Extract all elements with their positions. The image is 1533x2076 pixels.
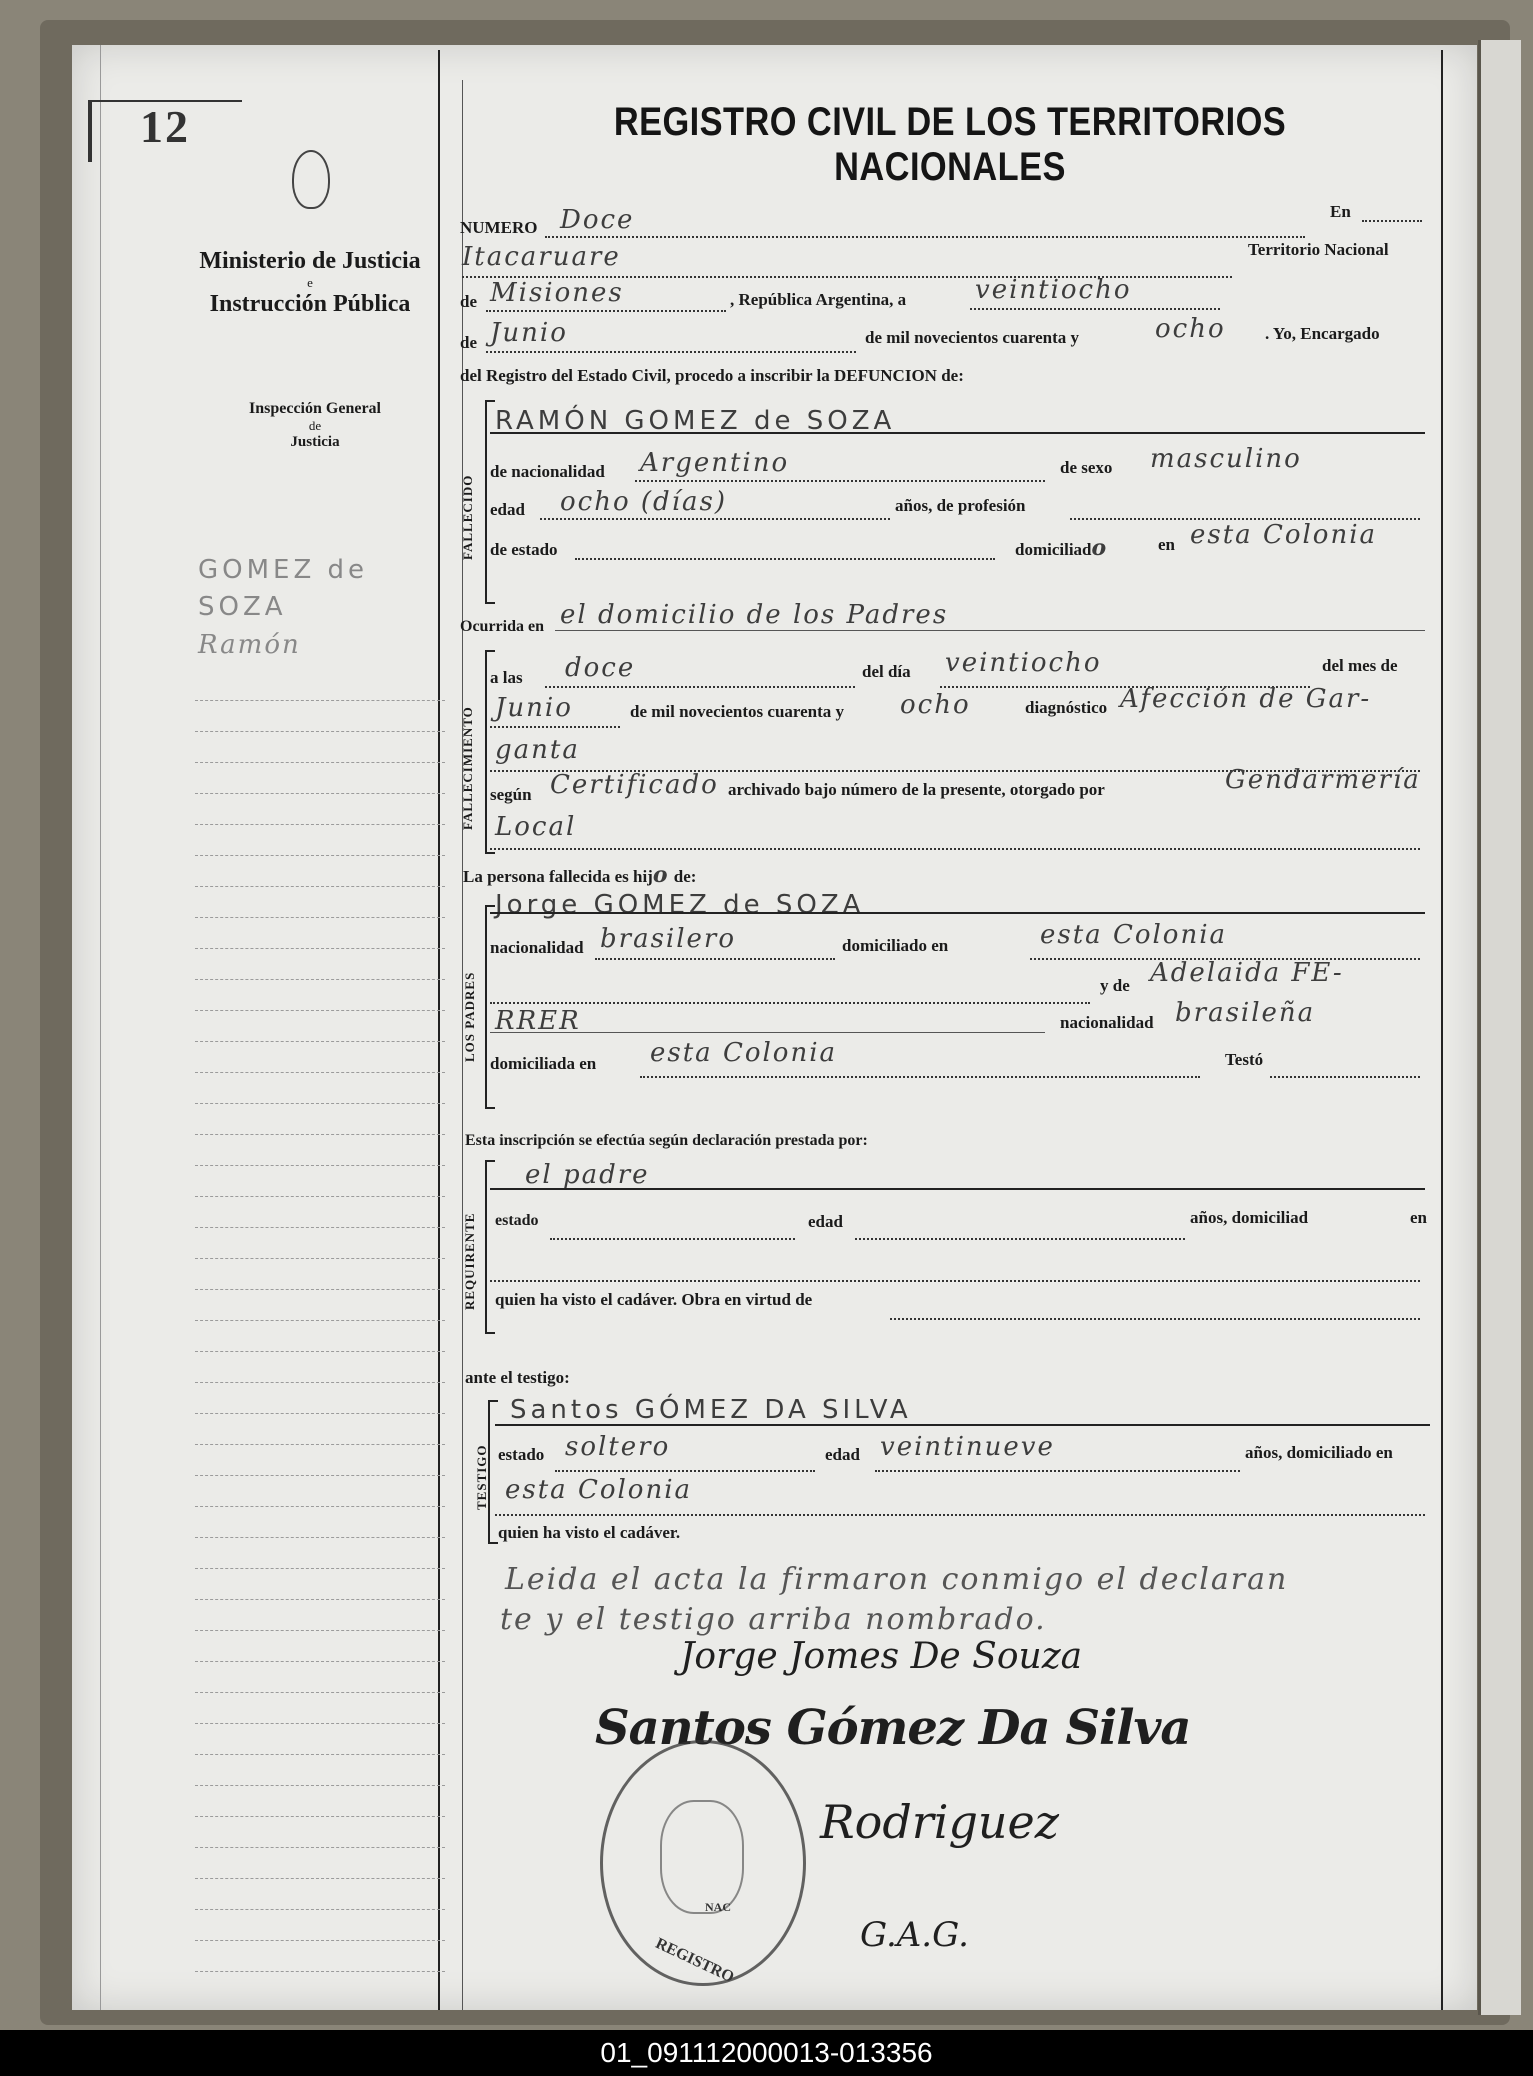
signature-witness: Santos Gómez Da Silva	[595, 1700, 1191, 1756]
fallecido-anos-label: años, de profesión	[895, 496, 1026, 515]
margin-ruled-line	[195, 1692, 445, 1693]
padre-nac-label: nacionalidad	[490, 938, 584, 957]
margin-ruled-line	[195, 1227, 445, 1228]
inspection-line1: Inspección General	[249, 400, 381, 417]
testigo-estado-label: estado	[498, 1445, 545, 1464]
signature-official: Rodriguez	[820, 1795, 1060, 1849]
testigo-edad-dots	[875, 1452, 1240, 1472]
inspection-block	[220, 400, 410, 451]
fallecido-name: RAMÓN GOMEZ de SOZA	[495, 406, 896, 436]
next-page-edge	[1478, 40, 1521, 2015]
fallecido-nac-value: Argentino	[640, 448, 790, 478]
requirente-edad-dots	[855, 1220, 1185, 1240]
margin-ruled-line	[195, 1599, 445, 1600]
requirente-edad-label: edad	[808, 1212, 843, 1231]
margin-note-line2: SOZA	[198, 592, 287, 622]
fallecimiento-year-value: ocho	[900, 690, 971, 720]
year-value: ocho	[1155, 314, 1226, 344]
ocurrida-value: el domicilio de los Padres	[560, 600, 949, 630]
page-right-rule	[1441, 50, 1443, 2010]
fallecido-dom-value: esta Colonia	[1190, 520, 1378, 550]
margin-ruled-line	[195, 917, 445, 918]
madre-dom-label: domiciliada en	[490, 1054, 597, 1073]
requirente-extra-dots	[490, 1262, 1420, 1282]
testigo-quien-label: quien ha visto el cadáver.	[498, 1523, 681, 1542]
en-dots	[1362, 202, 1422, 222]
margin-ruled-line	[195, 1072, 445, 1073]
year-label: de mil novecientos cuarenta y	[865, 328, 1080, 347]
madre-name2: RRER	[495, 1006, 581, 1036]
stamp-crest-icon	[660, 1800, 744, 1914]
requirente-quien-dots	[890, 1300, 1420, 1320]
testigo-edad-label: edad	[825, 1445, 860, 1464]
fallecimiento-delmes-label: del mes de	[1322, 656, 1398, 675]
testigo-name-rule	[495, 1424, 1430, 1426]
en-label: En	[1330, 202, 1351, 221]
madre-nac-value: brasileña	[1175, 998, 1316, 1028]
margin-ruled-line	[195, 1351, 445, 1352]
testigo-section-label: TESTIGO	[474, 1444, 489, 1510]
fallecimiento-diag-value2: ganta	[495, 735, 580, 765]
fallecido-nac-label: de nacionalidad	[490, 462, 605, 481]
margin-ruled-line	[195, 1723, 445, 1724]
margin-ruled-line	[195, 762, 445, 763]
margin-ruled-line	[195, 886, 445, 887]
margin-ruled-line	[195, 979, 445, 980]
fallecido-estado-dots	[575, 540, 995, 560]
testigo-edad-value: veintinueve	[880, 1432, 1055, 1462]
margin-rule	[100, 45, 101, 2010]
image-id: 01_091112000013-013356	[600, 2037, 933, 2068]
padres-testo-label: Testó	[1225, 1050, 1264, 1069]
margin-ruled-line	[195, 1940, 445, 1941]
madre-yde-label: y de	[1100, 976, 1130, 995]
madre-name-rule	[490, 1032, 1045, 1033]
margin-ruled-line	[195, 1568, 445, 1569]
madre-dom-dots	[640, 1058, 1200, 1078]
page-title: REGISTRO CIVIL DE LOS TERRITORIOS NACIONALES	[613, 100, 1287, 189]
padres-hijo-label-text: La persona fallecida es hij	[463, 867, 653, 886]
requirente-anos-label: años, domiciliad	[1190, 1208, 1309, 1227]
requirente-bracket	[485, 1160, 495, 1334]
fallecido-sexo-value: masculino	[1150, 444, 1302, 474]
margin-ruled-line	[195, 731, 445, 732]
coat-of-arms-icon	[292, 150, 330, 209]
folio-number: 12	[140, 101, 190, 152]
testigo-estado-value: soltero	[565, 1432, 671, 1462]
margin-note-line3: Ramón	[198, 630, 301, 660]
margin-ruled-line	[195, 1041, 445, 1042]
fallecido-prof-dots	[1070, 500, 1420, 520]
margin-ruled-line	[195, 1103, 445, 1104]
testigo-anos-label: años, domiciliado en	[1245, 1443, 1393, 1462]
margin-ruled-line	[195, 1909, 445, 1910]
fallecido-name-rule	[490, 432, 1425, 434]
madre-nac-label: nacionalidad	[1060, 1013, 1154, 1032]
margin-ruled-line	[195, 1785, 445, 1786]
testigo-dom-dots	[495, 1496, 1425, 1516]
encargado-label: . Yo, Encargado	[1265, 324, 1380, 343]
fallecido-en-label: en	[1158, 535, 1175, 554]
margin-ruled-line	[195, 1847, 445, 1848]
padre-dom-value: esta Colonia	[1040, 920, 1228, 950]
padres-bracket	[485, 905, 495, 1109]
margin-note-line1: GOMEZ de	[198, 555, 369, 585]
ministry-line1: Ministerio de Justicia	[199, 248, 421, 274]
margin-ruled-line	[195, 1878, 445, 1879]
margin-ruled-line	[195, 1754, 445, 1755]
padres-hijo-suffix: o	[652, 862, 670, 888]
inspection-line3: Justicia	[290, 434, 340, 450]
padre-name-rule	[490, 912, 1425, 914]
month-dots	[486, 333, 856, 353]
fallecimiento-segun-value: Certificado	[550, 770, 719, 800]
requirente-estado-dots	[550, 1220, 795, 1240]
stamp-text2: NAC	[705, 1900, 731, 1914]
margin-ruled-line	[195, 1413, 445, 1414]
fallecimiento-dia-value: veintiocho	[945, 648, 1102, 678]
margin-ruled-line	[195, 824, 445, 825]
closing-line2: te y el testigo arriba nombrado.	[500, 1602, 1047, 1637]
padre-nac-value: brasilero	[600, 924, 737, 954]
territory-dots	[486, 292, 726, 312]
numero-value: Doce	[560, 205, 635, 235]
padre-nac-dots	[595, 940, 835, 960]
fallecido-edad-value: ocho (días)	[560, 487, 727, 517]
testigo-estado-dots	[555, 1452, 815, 1472]
territory-de-label: de	[460, 292, 477, 311]
margin-ruled-line	[195, 1320, 445, 1321]
fallecimiento-year-label: de mil novecientos cuarenta y	[630, 702, 845, 721]
registro-label: del Registro del Estado Civil, procedo a inscribir la DEFUNCION de:	[460, 366, 964, 385]
ministry-line2: e	[307, 275, 313, 290]
padres-hijo-de: de:	[673, 867, 697, 886]
requirente-en-label: en	[1410, 1208, 1427, 1227]
margin-ruled-line	[195, 700, 445, 701]
inspection-line2: de	[308, 418, 322, 433]
image-id-bar	[0, 2030, 1533, 2076]
margin-ruled-line	[195, 1444, 445, 1445]
margin-ruled-line	[195, 948, 445, 949]
fallecido-dom-label	[1015, 535, 1108, 561]
margin-ruled-line	[195, 1506, 445, 1507]
fallecimiento-deldia-label: del día	[862, 662, 911, 681]
fallecimiento-diag-value: Afección de Gar-	[1120, 684, 1372, 714]
fallecimiento-otorgado-value: Gendarmería	[1225, 765, 1421, 795]
madre-dom-value: esta Colonia	[650, 1038, 838, 1068]
fallecimiento-hora-dots	[545, 668, 855, 688]
margin-ruled-line	[195, 1134, 445, 1135]
padres-hijo-label	[463, 862, 696, 888]
margin-ruled-line	[195, 1475, 445, 1476]
fallecido-sexo-label: de sexo	[1060, 458, 1113, 477]
month-value: Junio	[490, 318, 568, 348]
padre-name: Jorge GOMEZ de SOZA	[495, 890, 865, 920]
republica-label: , República Argentina, a	[730, 290, 907, 309]
stamp-text: REGISTRO	[652, 1935, 737, 1987]
fallecimiento-mes-dots	[490, 708, 620, 728]
column-rule-left	[438, 50, 440, 2010]
fallecido-edad-dots	[540, 500, 890, 520]
fallecimiento-section-label: FALLECIMIENTO	[460, 706, 475, 830]
fallecido-section-label: FALLECIDO	[460, 474, 475, 560]
fallecimiento-diag-label: diagnóstico	[1025, 698, 1108, 717]
place-value: Itacaruare	[462, 242, 621, 272]
fallecimiento-hora-value: doce	[565, 653, 636, 683]
requirente-section-label: REQUIRENTE	[462, 1212, 477, 1310]
territory-value: Misiones	[490, 278, 624, 308]
padres-section-label: LOS PADRES	[462, 971, 477, 1062]
padres-testo-dots	[1270, 1058, 1420, 1078]
madre-name: Adelaida FE-	[1150, 958, 1344, 988]
margin-ruled-line	[195, 1630, 445, 1631]
fallecimiento-archivado-label: archivado bajo número de la presente, otorgado por	[728, 780, 1105, 799]
padre-extra-dots	[490, 984, 1090, 1004]
signature-initials: G.A.G.	[860, 1915, 969, 1955]
margin-ruled-line	[195, 1010, 445, 1011]
day-dots	[970, 290, 1220, 310]
fallecimiento-mes-value: Junio	[495, 693, 573, 723]
margin-ruled-line	[195, 1196, 445, 1197]
fallecimiento-segun-label: según	[490, 785, 532, 804]
margin-ruled-line	[195, 855, 445, 856]
padre-dom-label: domiciliado en	[842, 936, 949, 955]
ocurrida-label: Ocurrida en	[460, 618, 544, 635]
numero-label: NUMERO	[460, 218, 538, 237]
fallecido-dom-suffix: o	[1091, 535, 1109, 561]
testigo-intro: ante el testigo:	[465, 1368, 570, 1387]
month-de-label: de	[460, 333, 477, 352]
signature-declarant: Jorge Jomes De Souza	[680, 1636, 1083, 1677]
margin-ruled-line	[195, 1537, 445, 1538]
testigo-name: Santos GÓMEZ DA SILVA	[510, 1395, 912, 1425]
requirente-estado-label: estado	[495, 1212, 539, 1229]
margin-ruled-line	[195, 1258, 445, 1259]
margin-ruled-line	[195, 1816, 445, 1817]
fallecido-edad-label: edad	[490, 500, 525, 519]
testigo-dom-value: esta Colonia	[505, 1475, 693, 1505]
margin-ruled-line	[195, 1382, 445, 1383]
numero-dots	[545, 218, 1305, 238]
ocurrida-rule	[555, 630, 1425, 631]
requirente-name-rule	[490, 1188, 1425, 1190]
padre-dom-dots	[1030, 940, 1420, 960]
fallecimiento-alas-label: a las	[490, 668, 523, 687]
fallecimiento-otorgado-value2: Local	[495, 812, 577, 842]
ministry-block	[190, 248, 430, 318]
fallecido-estado-label: de estado	[490, 540, 558, 559]
closing-line1: Leida el acta la firmaron conmigo el declaran	[505, 1562, 1289, 1597]
fallecido-nac-dots	[635, 462, 1045, 482]
requirente-quien-label: quien ha visto el cadáver. Obra en virtud de	[495, 1290, 813, 1309]
margin-ruled-line	[195, 1971, 445, 1972]
requirente-intro: Esta inscripción se efectúa según declaración prestada por:	[465, 1132, 868, 1149]
margin-ruled-line	[195, 1289, 445, 1290]
margin-ruled-line	[195, 1165, 445, 1166]
fallecido-dom-label-text: domiciliad	[1015, 540, 1092, 559]
ministry-line3: Instrucción Pública	[209, 291, 411, 317]
day-value: veintiocho	[975, 275, 1132, 305]
territorio-label: Territorio Nacional	[1248, 240, 1389, 259]
fallecimiento-otorgado-dots	[490, 830, 1420, 850]
margin-ruled-line	[195, 793, 445, 794]
requirente-name: el padre	[525, 1160, 650, 1190]
margin-ruled-line	[195, 1661, 445, 1662]
